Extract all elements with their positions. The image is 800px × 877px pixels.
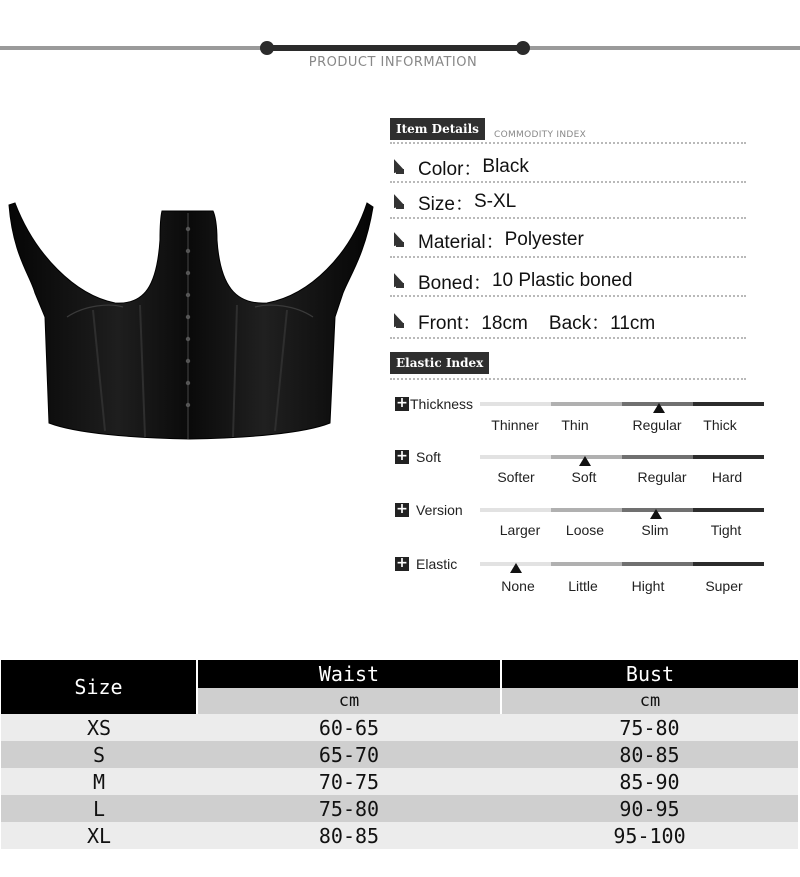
scale-option: Thin (561, 417, 589, 433)
bust-unit: cm (501, 688, 798, 714)
plus-icon: + (396, 501, 408, 517)
bust-cell: 95-100 (613, 823, 686, 848)
plus-icon: + (396, 555, 408, 571)
size-cell: XS (86, 715, 112, 740)
scale-option: None (501, 578, 535, 594)
bust-cell: 90-95 (619, 796, 680, 821)
selected-marker-icon (653, 403, 665, 413)
scale-option: Super (705, 578, 743, 594)
scale-option: Little (568, 578, 598, 594)
waist-cell: 70-75 (318, 769, 380, 794)
divider (390, 378, 746, 380)
detail-label: Color： (418, 158, 483, 180)
bust-cell: 75-80 (619, 715, 680, 740)
elastic-row-label: Elastic (416, 556, 458, 572)
bust-cell: 85-90 (619, 769, 680, 794)
table-row (1, 768, 798, 795)
waist-cell: 60-65 (318, 715, 380, 740)
arrow-bullet-icon (394, 161, 408, 175)
elastic-scale-bar (480, 562, 764, 566)
detail-label: Size： (418, 193, 474, 215)
detail-label: Material： (418, 231, 505, 253)
detail-row-color (390, 154, 529, 180)
detail-value: Black (482, 156, 529, 177)
detail-row-size (390, 189, 516, 215)
detail-value: 10 Plastic boned (491, 270, 633, 291)
elastic-row-label: Thickness (410, 396, 474, 412)
item-details-badge: Item Details (390, 118, 485, 140)
elastic-index-badge: Elastic Index (390, 352, 489, 374)
scale-option: Loose (565, 522, 605, 538)
waist-cell: 80-85 (318, 823, 380, 848)
table-row (1, 822, 798, 849)
bust-header: Bust (501, 660, 798, 688)
divider (390, 295, 746, 297)
detail-value: S-XL (473, 191, 517, 212)
header-dot-left (260, 41, 274, 55)
size-cell: S (92, 742, 106, 767)
table-row (1, 714, 798, 741)
bust-cell: 80-85 (619, 742, 680, 767)
scale-option: Thick (703, 417, 737, 433)
divider (390, 217, 746, 219)
scale-option: Hard (711, 469, 743, 485)
selected-marker-icon (510, 563, 522, 573)
selected-marker-icon (579, 456, 591, 466)
elastic-row-label: Soft (416, 449, 441, 465)
waist-unit: cm (197, 688, 501, 714)
product-image (5, 195, 375, 445)
waist-cell: 75-80 (318, 796, 380, 821)
divider (390, 142, 746, 144)
scale-option: Tight (710, 522, 742, 538)
detail-label: Front： (418, 312, 482, 334)
detail-row-boned (390, 268, 632, 294)
elastic-scale-bar (480, 402, 764, 406)
detail-value: 18cm Back：11cm (481, 312, 656, 334)
selected-marker-icon (650, 509, 662, 519)
detail-label: Boned： (418, 272, 492, 294)
plus-icon: + (396, 395, 408, 411)
arrow-bullet-icon (394, 234, 408, 248)
detail-row-material (390, 227, 584, 253)
size-header: Size (1, 660, 197, 714)
header-dot-right (516, 41, 530, 55)
elastic-row-label: Version (416, 502, 463, 518)
detail-row-length (390, 308, 655, 334)
elastic-scale-bar (480, 508, 764, 512)
size-cell: M (92, 769, 106, 794)
arrow-bullet-icon (394, 315, 408, 329)
divider (390, 181, 746, 183)
table-row (1, 741, 798, 768)
divider (390, 256, 746, 258)
scale-option: Soft (571, 469, 597, 485)
scale-option: Regular (637, 469, 687, 485)
arrow-bullet-icon (394, 275, 408, 289)
scale-option: Slim (641, 522, 669, 538)
scale-option: Softer (497, 469, 535, 485)
divider (390, 337, 746, 339)
size-cell: XL (86, 823, 112, 848)
plus-icon: + (396, 448, 408, 464)
commodity-index-caption: COMMODITY INDEX (494, 130, 587, 140)
scale-option: Regular (632, 417, 682, 433)
waist-cell: 65-70 (318, 742, 380, 767)
size-table (1, 660, 798, 849)
elastic-scale-bar (480, 455, 764, 459)
page-title: PRODUCT INFORMATION (308, 55, 478, 70)
arrow-bullet-icon (394, 196, 408, 210)
scale-option: Thinner (491, 417, 539, 433)
waist-header: Waist (197, 660, 501, 688)
header-divider-accent (266, 45, 522, 51)
table-row (1, 795, 798, 822)
size-cell: L (92, 796, 106, 821)
detail-value: Polyester (504, 229, 584, 250)
scale-option: Hight (631, 578, 665, 594)
scale-option: Larger (499, 522, 541, 538)
